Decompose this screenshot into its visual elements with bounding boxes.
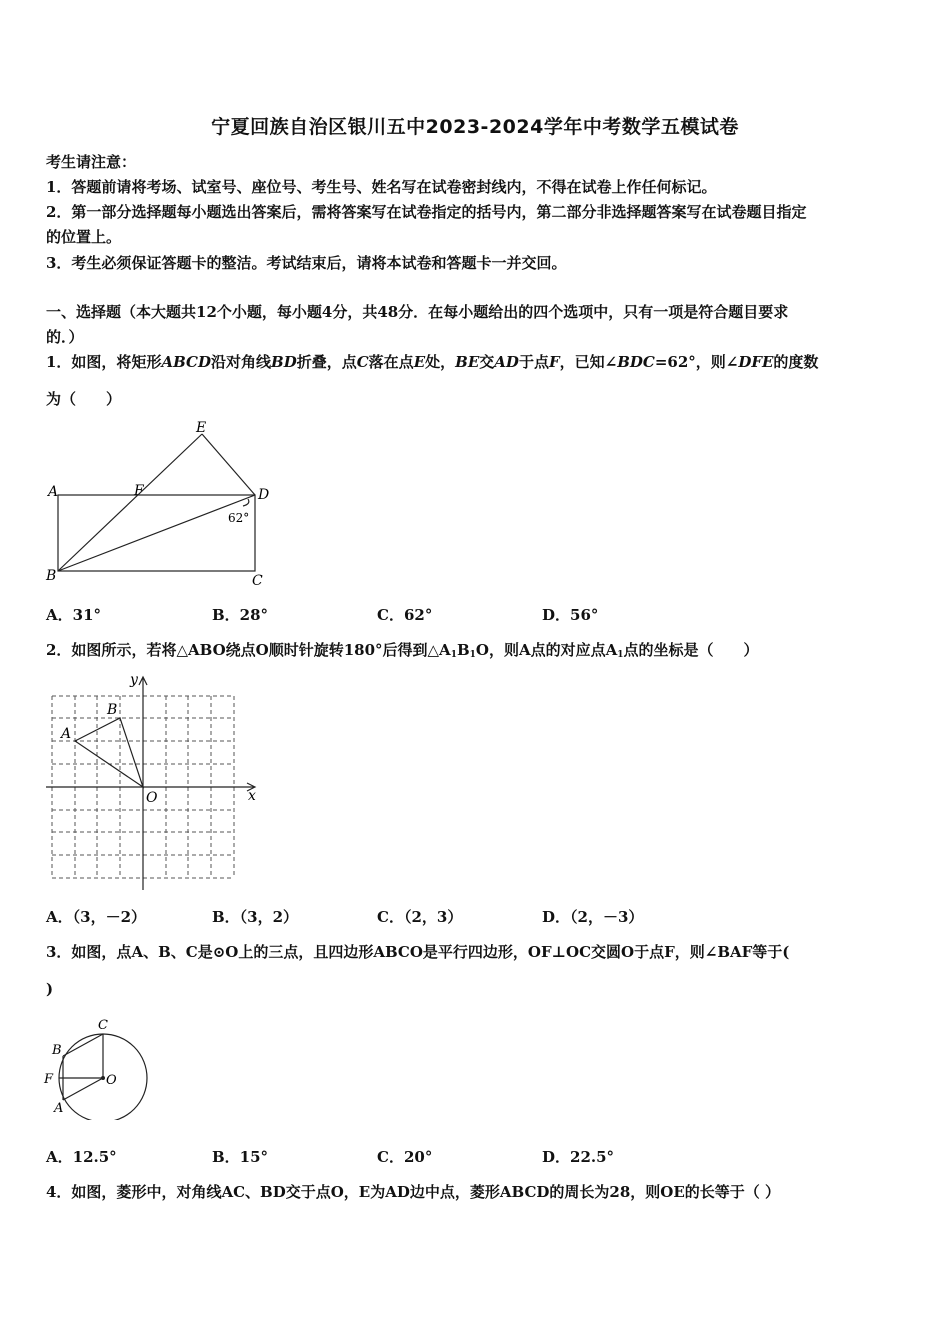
label-e: E bbox=[196, 420, 207, 436]
q1-var: C bbox=[356, 353, 369, 371]
q1-var: AD bbox=[494, 353, 519, 371]
q1-text: 1．如图，将矩形 bbox=[46, 353, 162, 371]
segment-bd bbox=[58, 495, 255, 571]
q1-option-d[interactable]: D．56° bbox=[542, 606, 599, 624]
q2-option-d[interactable]: D．（2，－3） bbox=[542, 908, 644, 926]
center-point bbox=[101, 1076, 105, 1080]
q1-option-c[interactable]: C．62° bbox=[377, 606, 433, 624]
q3-option-a[interactable]: A．12.5° bbox=[46, 1148, 117, 1166]
q1-text: 落在点 bbox=[368, 353, 414, 371]
q1-text: 于点 bbox=[518, 353, 549, 371]
q2-sub: 1 bbox=[450, 650, 457, 660]
q1-figure bbox=[44, 418, 279, 590]
q2-text: 点的坐标是（ ） bbox=[623, 641, 759, 659]
q1-stem bbox=[46, 349, 906, 375]
q2-figure bbox=[44, 668, 264, 892]
q1-options bbox=[46, 604, 906, 628]
segment-ed bbox=[202, 434, 255, 495]
q3-option-b[interactable]: B．15° bbox=[212, 1148, 269, 1166]
notice-item-2b: 的位置上。 bbox=[46, 228, 122, 246]
q2-stem bbox=[46, 637, 906, 668]
page-title: 宁夏回族自治区银川五中2023-2024学年中考数学五模试卷 bbox=[211, 116, 739, 138]
label-b: B bbox=[52, 1043, 62, 1058]
label-d: D bbox=[258, 487, 270, 503]
q1-text: ，已知∠ bbox=[559, 353, 618, 371]
notice-item-2a: 2．第一部分选择题每小题选出答案后，需将答案写在试卷指定的括号内，第二部分非选择题答案写在试卷题目指定 bbox=[46, 203, 807, 221]
label-a: A bbox=[48, 484, 59, 500]
q1-option-a[interactable]: A．31° bbox=[46, 606, 102, 624]
q1-text: 的度数 bbox=[773, 353, 819, 371]
q1-var: F bbox=[548, 353, 560, 371]
q2-options bbox=[46, 906, 906, 930]
q2-option-b[interactable]: B．（3，2） bbox=[212, 908, 299, 926]
q2-sub: 1 bbox=[469, 650, 476, 660]
notice-heading: 考生请注意： bbox=[46, 153, 137, 171]
q3-option-d[interactable]: D．22.5° bbox=[542, 1148, 615, 1166]
section-heading-2: 的．） bbox=[46, 328, 84, 346]
q1-var: BE bbox=[455, 353, 480, 371]
q2-option-c[interactable]: C．（2，3） bbox=[377, 908, 463, 926]
segment-cb bbox=[63, 1034, 103, 1056]
segment-ao bbox=[63, 1078, 103, 1100]
triangle-abo bbox=[75, 718, 143, 787]
angle-label: 62° bbox=[228, 511, 250, 525]
label-b: B bbox=[46, 568, 57, 584]
label-o: O bbox=[106, 1073, 117, 1088]
q4-stem: 4．如图，菱形中，对角线AC、BD交于点O，E为AD边中点，菱形ABCD的周长为28，则OE的长等于（ ） bbox=[46, 1183, 780, 1201]
label-c: C bbox=[98, 1018, 108, 1033]
q1-option-b[interactable]: B．28° bbox=[212, 606, 269, 624]
section-heading-1: 一、选择题（本大题共12个小题，每小题4分，共48分．在每小题给出的四个选项中，只有一项是符合题目要求 bbox=[46, 303, 789, 321]
label-f: F bbox=[134, 483, 144, 499]
notice-item-1: 1．答题前请将考场、试室号、座位号、考生号、姓名写在试卷密封线内，不得在试卷上作任何标记。 bbox=[46, 178, 717, 196]
q1-var: DFE bbox=[738, 353, 774, 371]
q2-text: 2．如图所示，若将△ABO绕点O顺时针旋转180°后得到△A bbox=[46, 641, 451, 659]
label-c: C bbox=[252, 573, 263, 589]
q3-figure bbox=[42, 1016, 158, 1120]
label-o: O bbox=[146, 790, 158, 806]
q1-text: 沿对角线 bbox=[211, 353, 272, 371]
q2-text: O，则A点的对应点A bbox=[475, 641, 618, 659]
q1-text: =62°，则∠ bbox=[654, 353, 739, 371]
q3-stem-2: ) bbox=[46, 980, 54, 998]
label-b: B bbox=[107, 702, 118, 718]
q2-text: B bbox=[456, 641, 470, 659]
label-a: A bbox=[54, 1101, 64, 1116]
q1-var: BDC bbox=[617, 353, 655, 371]
angle-arc bbox=[243, 499, 249, 506]
q2-option-a[interactable]: A．（3，－2） bbox=[46, 908, 147, 926]
q1-text: 交 bbox=[479, 353, 495, 371]
q1-var: BD bbox=[271, 353, 297, 371]
q1-var: ABCD bbox=[161, 353, 211, 371]
q2-sub: 1 bbox=[617, 650, 624, 660]
q3-options bbox=[46, 1146, 906, 1170]
q1-text: 处， bbox=[425, 353, 456, 371]
label-y: y bbox=[130, 672, 138, 688]
label-a: A bbox=[61, 726, 72, 742]
q3-stem-1: 3．如图，点A、B、C是⊙O上的三点，且四边形ABCO是平行四边形，OF⊥OC交圆O于点F，则∠BAF等于( bbox=[46, 943, 790, 961]
q1-stem-2: 为（ ） bbox=[46, 390, 122, 408]
q1-var: E bbox=[413, 353, 426, 371]
label-x: x bbox=[248, 788, 256, 804]
q1-text: 折叠，点 bbox=[296, 353, 357, 371]
q3-option-c[interactable]: C．20° bbox=[377, 1148, 433, 1166]
segment-be bbox=[58, 434, 202, 571]
label-f: F bbox=[44, 1072, 54, 1087]
notice-item-3: 3．考生必须保证答题卡的整洁。考试结束后，请将本试卷和答题卡一并交回。 bbox=[46, 254, 567, 272]
